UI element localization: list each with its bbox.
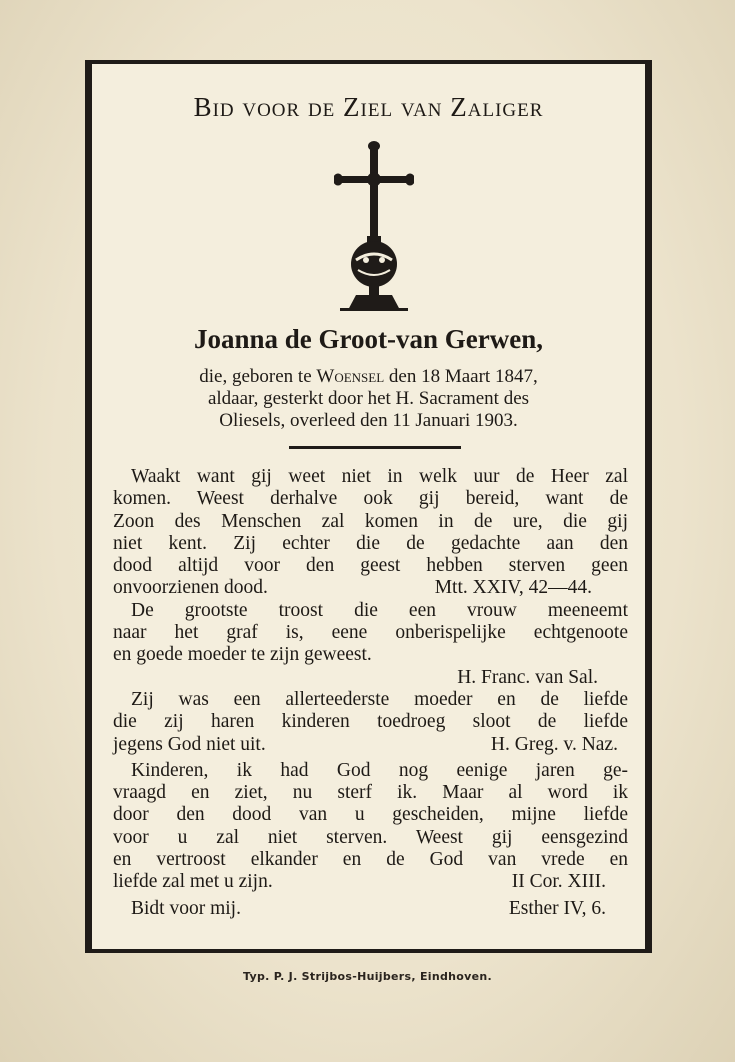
scripture-reference: Mtt. XXIV, 42—44. — [434, 577, 592, 599]
passage-line: en vertroost elkander en de God van vrede en — [113, 849, 628, 871]
scripture-reference: Esther IV, 6. — [508, 897, 606, 919]
life-dates — [92, 366, 645, 432]
passage-line: naar het graf is, eene onberispelijke echtgenoote — [113, 622, 628, 644]
life-line-3: Oliesels, overleed den 11 Januari 1903. — [219, 410, 518, 431]
life-line-2: aldaar, gesterkt door het H. Sacrament des — [207, 388, 530, 409]
scripture-reference: H. Greg. v. Naz. — [490, 733, 618, 755]
passage-line: vraagd en ziet, nu sterf ik. Maar al word ik — [113, 782, 628, 804]
passage-line: en goede moeder te zijn geweest. — [113, 644, 372, 666]
passage-last-line: onvoorzienen dood. Mtt. XXIV, 42—44. — [113, 577, 628, 599]
passage-line: dood altijd voor den geest hebben sterven geen — [113, 555, 628, 577]
scripture-reference: H. Franc. van Sal. — [457, 666, 598, 688]
closing-line — [113, 898, 628, 920]
printer-imprint: Typ. P. J. Strijbos-Huijbers, Eindhoven. — [242, 970, 492, 983]
passage-line: De grootste troost die een vrouw meeneemt — [131, 599, 628, 621]
mourning-border — [85, 60, 652, 953]
passage-line: niet kent. Zij echter die de gedachte aan den — [113, 532, 628, 554]
scripture-reference: II Cor. XIII. — [511, 871, 606, 893]
passage-line: Kinderen, ik had God nog eenige jaren ge- — [131, 759, 628, 781]
passage-line: komen. Weest derhalve ook gij bereid, want de — [113, 488, 628, 510]
passage-line: Zij was een allerteederste moeder en de liefde — [131, 688, 628, 710]
birthplace: Woensel — [316, 366, 385, 387]
closing-prayer: Bidt voor mij. — [131, 897, 241, 919]
passage-line: door den dood van u gescheiden, mijne liefde — [113, 804, 628, 826]
life-line-1: die, geboren te Woensel den 18 Maart 1847, — [199, 366, 538, 387]
passage-line: Zoon des Menschen zal komen in de ure, die gij — [113, 510, 628, 532]
passage-line: voor u zal niet sterven. Weest gij eensgezind — [113, 826, 628, 848]
divider-rule — [289, 446, 461, 449]
deceased-name: Joanna de Groot-van Gerwen, — [194, 324, 543, 354]
passage-line: Waakt want gij weet niet in welk uur de Heer zal — [131, 466, 628, 487]
cross-on-orb-icon — [334, 140, 414, 312]
scripture-passages — [113, 466, 628, 920]
passage-last-line: liefde zal met u zijn. II Cor. XIII. — [113, 871, 628, 893]
passage-line: die zij haren kinderen toedroeg sloot de liefde — [113, 711, 628, 733]
passage-last-line: jegens God niet uit. H. Greg. v. Naz. — [113, 734, 628, 756]
card-heading: Bid voor de Ziel van Zaliger — [193, 92, 544, 122]
